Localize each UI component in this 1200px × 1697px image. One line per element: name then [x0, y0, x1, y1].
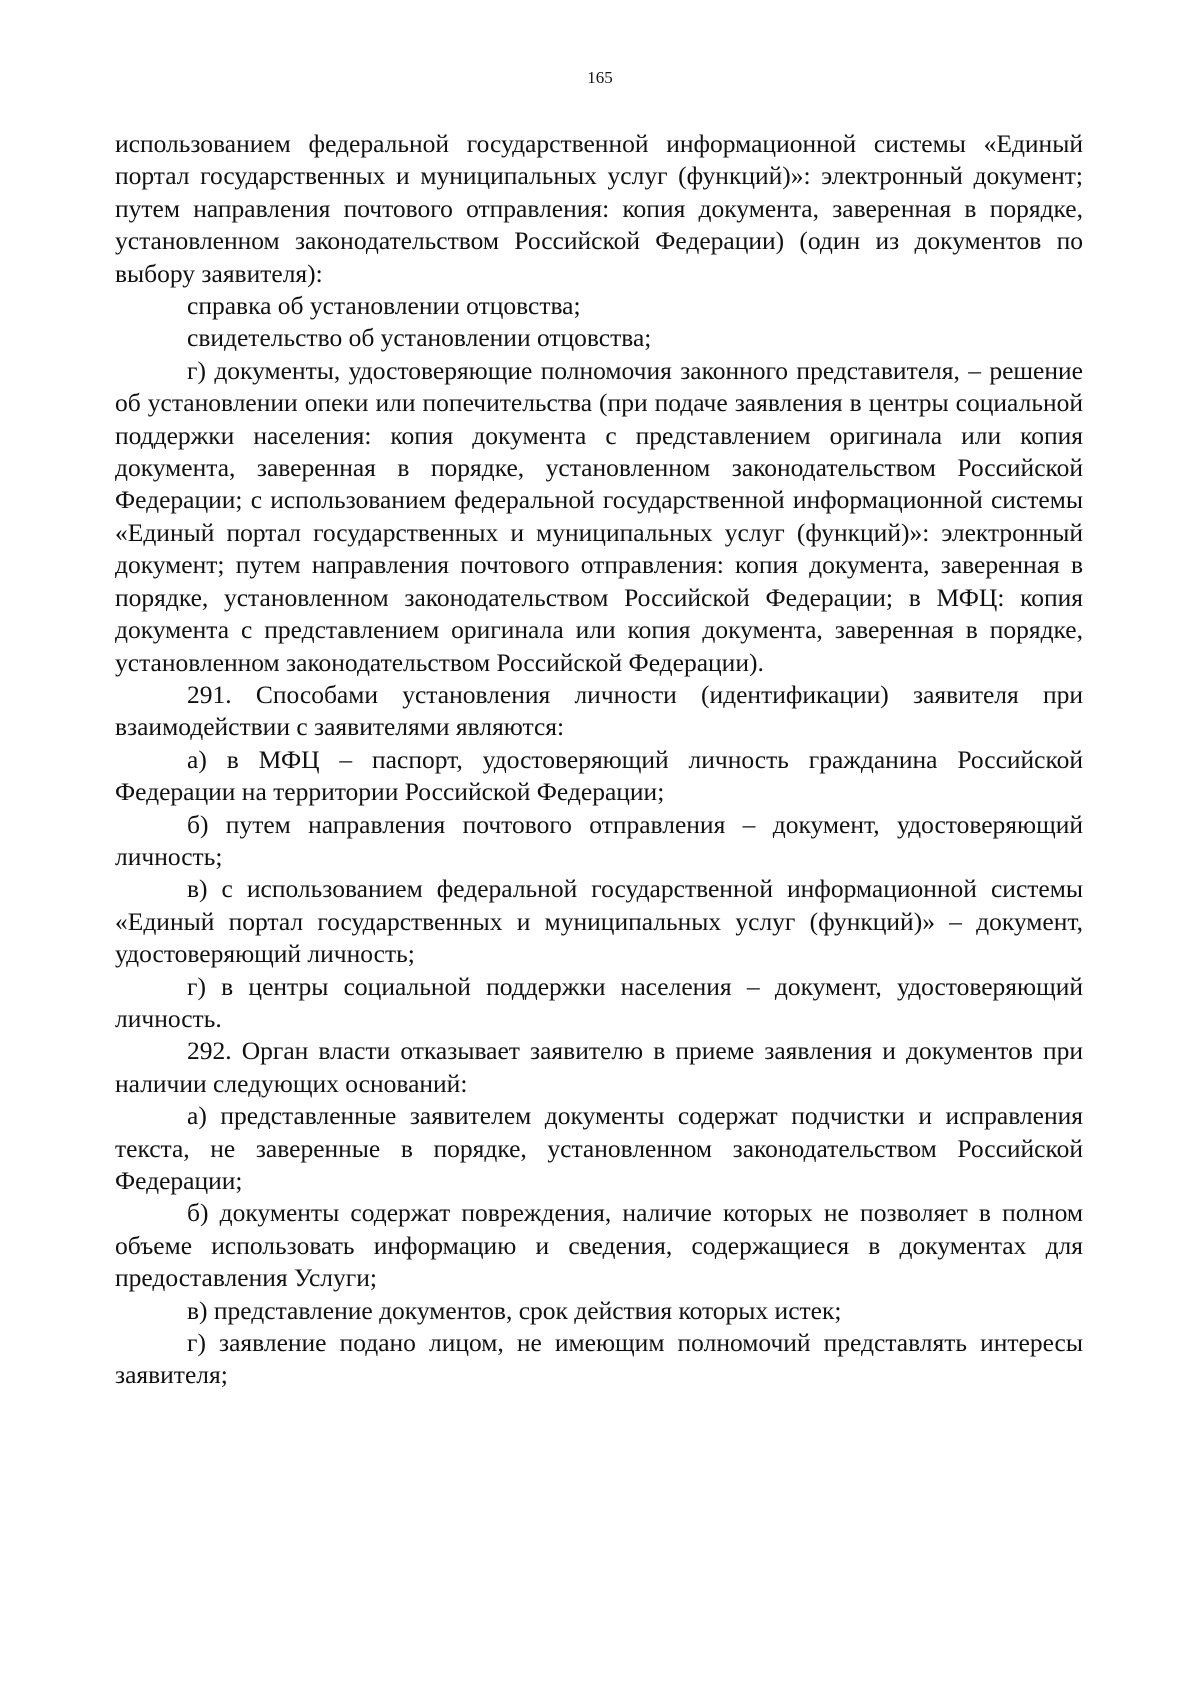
paragraph-paternity-testimony: свидетельство об установлении отцовства;	[187, 323, 652, 353]
paragraph-292-v: в) представление документов, срок действия которых истек;	[187, 1295, 842, 1325]
paragraph-291-b: б) путем направления почтового отправления – документ, удостоверяющий личность;	[115, 809, 1083, 871]
paragraph-292-b: б) документы содержат повреждения, наличие которых не позволяет в полном объеме использовать информацию и сведения, содержащиеся в документах для предоставления Услуги;	[115, 1198, 1083, 1293]
page-number: 165	[587, 68, 613, 87]
paragraph-291-a: а) в МФЦ – паспорт, удостоверяющий личность гражданина Российской Федерации на территории Российской Федерации;	[115, 744, 1083, 807]
paragraph-292: 292. Орган власти отказывает заявителю в приеме заявления и документов при наличии следующих оснований:	[115, 1036, 1083, 1098]
paragraph-legal-representative-documents: г) документы, удостоверяющие полномочия законного представителя, – решение об установлении опеки или попечительства (при подаче заявления в центры социальной поддержки населения: копия документа с представлением оригинала или копия документа, заверенная в порядке, установленном законодательством Российской Федерации; с использованием федеральной государственной информационной системы «Единый портал государственных и муниципальных услуг (функций)»: электронный документ; путем направления почтового отправления: копия документа, заверенная в порядке, установленном законодательством Российской Федерации; в МФЦ: копия документа с представлением оригинала или копия документа, заверенная в порядке, установленном законодательством Российской Федерации).	[115, 355, 1083, 677]
paragraph-291-g: г) в центры социальной поддержки населения – документ, удостоверяющий личность.	[115, 971, 1083, 1033]
paragraph-paternity-certificate: справка об установлении отцовства;	[187, 291, 581, 321]
paragraph-continuation: использованием федеральной государственной информационной системы «Единый портал государственных и муниципальных услуг (функций)»: электронный документ; путем направления почтового отправления: копия документа, заверенная в порядке, установленном законодательством Российской Федерации) (один из документов по выбору заявителя):	[115, 129, 1083, 288]
paragraph-292-g: г) заявление подано лицом, не имеющим полномочий представлять интересы заявителя;	[115, 1328, 1083, 1390]
paragraph-291: 291. Способами установления личности (идентификации) заявителя при взаимодействии с заявителями являются:	[115, 679, 1083, 742]
paragraph-292-a: а) представленные заявителем документы содержат подчистки и исправления текста, не заверенные в порядке, установленном законодательством Российской Федерации;	[115, 1101, 1083, 1195]
document-body	[115, 128, 1083, 1392]
paragraph-291-v: в) с использованием федеральной государственной информационной системы «Единый портал государственных и муниципальных услуг (функций)» – документ, удостоверяющий личность;	[115, 874, 1083, 969]
